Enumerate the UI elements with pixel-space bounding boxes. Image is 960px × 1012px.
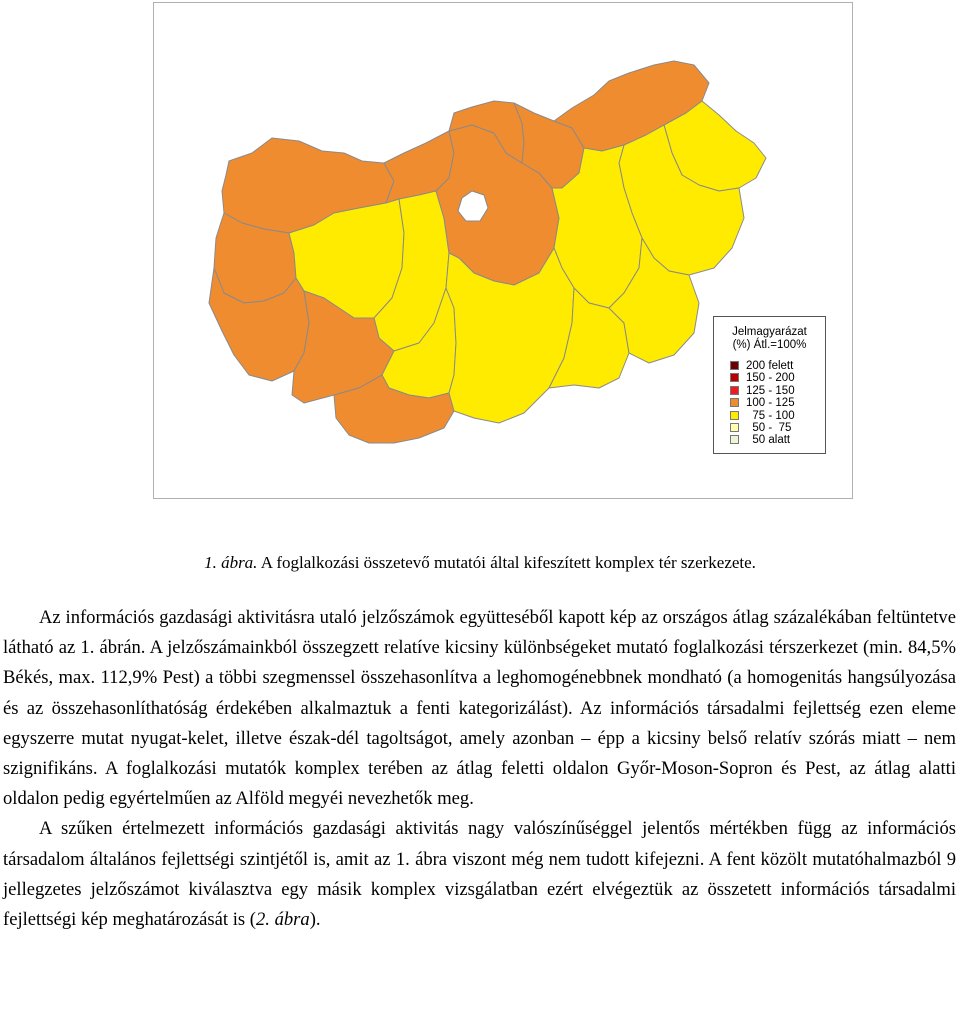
paragraph-1: Az információs gazdasági aktivitásra utaló jelzőszámok együtteséből kapott kép az országos átlag százalékában feltüntetve látható az 1. ábrán. A jelzőszámainkból összegzett relatíve kicsiny különbségeket mutató foglalkozási térszerkezet (min. 84,5% Békés, max. 112,9% Pest) a többi szegmenssel összehasonlítva a leghomogénebbnek mondható (a homogenitás hangsúlyozása és az összehasonlíthatóság érdekében alkalmaztuk a fenti kategorizálást). Az információs társadalmi fejlettség ezen eleme egyszerre mutat nyugat-kelet, illetve észak-dél tagoltságot, amely azonban – épp a kicsiny belső relatív szórás miatt – nem szignifikáns. A foglalkozási mutatók komplex terében az átlag feletti oldalon Győr-Moson-Sopron és Pest, az átlag alatti oldalon pedig egyértelműen az Alföld megyéi nevezhetők meg. xyxy=(3,607,956,810)
figure-reference: 2. ábra xyxy=(255,909,310,931)
legend-label: 50 - 75 xyxy=(746,422,792,434)
figure-caption xyxy=(0,552,960,574)
paragraph-2-text: A szűken értelmezett információs gazdasági aktivitás nagy valószínűséggel jelentős mértékben függ az információs társadalom általános fejlettségi szintjétől is, amit az 1. ábra viszont még nem tudott kifejezni. A fent közölt mutatóhalmazból 9 jellegzetes jelzőszámot kiválasztva egy másik komplex vizsgálatban ezért elvégeztük az összetett információs társadalmi fejlettségi kép meghatározását is ( xyxy=(3,818,956,931)
legend-swatch xyxy=(730,373,739,382)
legend-label: 75 - 100 xyxy=(746,409,795,422)
map-legend xyxy=(713,316,826,454)
legend-item xyxy=(730,410,795,422)
caption-text: A foglalkozási összetevő mutatói által kifeszített komplex tér szerkezete. xyxy=(257,553,756,572)
legend-swatch xyxy=(730,411,739,420)
figure-frame xyxy=(153,2,853,499)
legend-label: 50 alatt xyxy=(746,434,791,447)
legend-title: Jelmagyarázat xyxy=(732,326,807,338)
legend-item xyxy=(730,422,791,434)
legend-item xyxy=(730,372,795,384)
legend-swatch xyxy=(730,361,739,370)
paragraph-2-end: ). xyxy=(309,909,321,931)
legend-label: 100 - 125 xyxy=(746,397,795,410)
legend-swatch xyxy=(730,398,739,407)
caption-label: 1. ábra. xyxy=(204,553,258,572)
legend-item xyxy=(730,385,795,397)
legend-item xyxy=(730,434,790,446)
legend-item xyxy=(730,360,793,372)
body-text xyxy=(3,603,956,935)
paragraph-2 xyxy=(3,814,956,935)
legend-swatch xyxy=(730,435,739,444)
legend-swatch xyxy=(730,423,739,432)
legend-swatch xyxy=(730,386,739,395)
legend-label: 125 - 150 xyxy=(746,384,795,397)
legend-label: 200 felett xyxy=(746,360,794,372)
legend-subtitle: (%) Átl.=100% xyxy=(732,339,807,351)
legend-label: 150 - 200 xyxy=(746,372,795,385)
legend-item xyxy=(730,397,795,409)
